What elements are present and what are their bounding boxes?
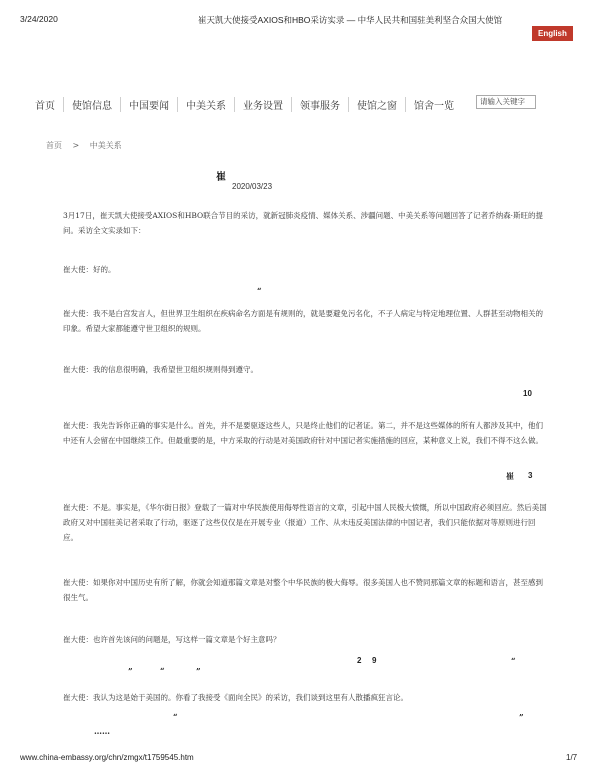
search-input[interactable]: 请输入关键字 [476, 95, 536, 109]
fragment-number: 2 [357, 656, 362, 665]
nav-item-consular[interactable]: 领事服务 [291, 97, 348, 112]
nav-item-china-us-relations[interactable]: 中美关系 [177, 97, 234, 112]
paragraph-answer-4: 崔大使：我先告诉你正确的事实是什么。首先，并不是要驱逐这些人，只是终止他们的记者证。第二，并不是这些媒体的所有人都涉及其中，他们中还有人会留在中国继续工作。但最重要的是，中方采取的行动是对美国政府针对中国记者实施措施的回应，某种意义上说，我们不得不这么做。 [63, 421, 543, 445]
fragment-name: 崔 [506, 471, 514, 481]
article-date: 2020/03/23 [232, 182, 273, 191]
fragment-quote: “ [511, 656, 516, 666]
print-page-title: 崔天凯大使接受AXIOS和HBO采访实录 — 中华人民共和国驻美利坚合众国大使馆 [198, 15, 503, 25]
print-date: 3/24/2020 [20, 14, 58, 24]
article-title: 崔 [216, 172, 226, 183]
fragment-number: 9 [372, 656, 377, 665]
paragraph-answer-5: 崔大使：不是。事实是，《华尔街日报》登载了一篇对中华民族使用侮辱性语言的文章，引起中国人民极大愤慨，所以中国政府必须回应。然后美国政府又对中国驻美记者采取了行动，驱逐了这些仅仅是在开展专业（报道）工作、从未违反美国法律的中国记者，我们只能依据对等原则进行回应。 [63, 503, 547, 542]
nav-item-premises[interactable]: 馆舍一览 [405, 97, 462, 112]
paragraph-intro: 3月17日，崔天凯大使接受AXIOS和HBO联合节目的采访，就新冠肺炎疫情、媒体关系、涉疆问题、中美关系等问题回答了记者乔纳森·斯旺的提问。采访全文实录如下： [63, 211, 544, 235]
fragment-quote: “ [257, 286, 262, 296]
nav-item-embassy-info[interactable]: 使馆信息 [63, 97, 120, 112]
fragment-quote: ” [519, 712, 524, 722]
english-button[interactable]: English [532, 26, 573, 41]
paragraph-answer-3: 崔大使：我的信息很明确，我希望世卫组织规则得到遵守。 [63, 365, 258, 374]
paragraph-answer-1: 崔大使：好的。 [63, 265, 116, 274]
fragment-quote: ” [128, 666, 133, 676]
fragment-quote: “ [160, 666, 165, 676]
nav-item-china-news[interactable]: 中国要闻 [120, 97, 177, 112]
breadcrumb-current[interactable]: 中美关系 [89, 141, 122, 150]
page-number: 1/7 [566, 753, 578, 762]
fragment-ellipsis: …… [94, 726, 110, 736]
breadcrumb-separator: > [72, 141, 80, 150]
nav-item-home[interactable]: 首页 [35, 100, 55, 112]
fragment-quote: ” [196, 666, 201, 676]
paragraph-answer-7: 崔大使：也许首先该问的问题是，写这样一篇文章是个好主意吗？ [63, 635, 281, 644]
main-nav [29, 97, 462, 111]
breadcrumb [46, 140, 130, 151]
paragraph-answer-6: 崔大使：如果你对中国历史有所了解，你就会知道那篇文章是对整个中华民族的极大侮辱。很多美国人也不赞同那篇文章的标题和语言，甚至感到很生气。 [63, 578, 543, 602]
fragment-number: 3 [528, 471, 533, 480]
nav-item-business[interactable]: 业务设置 [234, 97, 291, 112]
fragment-quote: “ [173, 712, 178, 722]
breadcrumb-home[interactable]: 首页 [46, 141, 62, 150]
paragraph-answer-8: 崔大使：我认为这是始于美国的。你看了我接受《面向全民》的采访，我们谈到这里有人散播疯狂言论。 [63, 693, 408, 702]
paragraph-answer-2: 崔大使：我不是白宫发言人，但世界卫生组织在疾病命名方面是有规则的，就是要避免污名化，不子人病定与特定地理位置、人群甚至动物相关的印象。希望大家都能遵守世卫组织的规则。 [63, 309, 543, 333]
fragment-number: 10 [523, 389, 532, 398]
nav-item-embassy-window[interactable]: 使馆之窗 [348, 97, 405, 112]
page-url: www.china-embassy.org/chn/zmgx/t1759545.htm [20, 753, 194, 762]
